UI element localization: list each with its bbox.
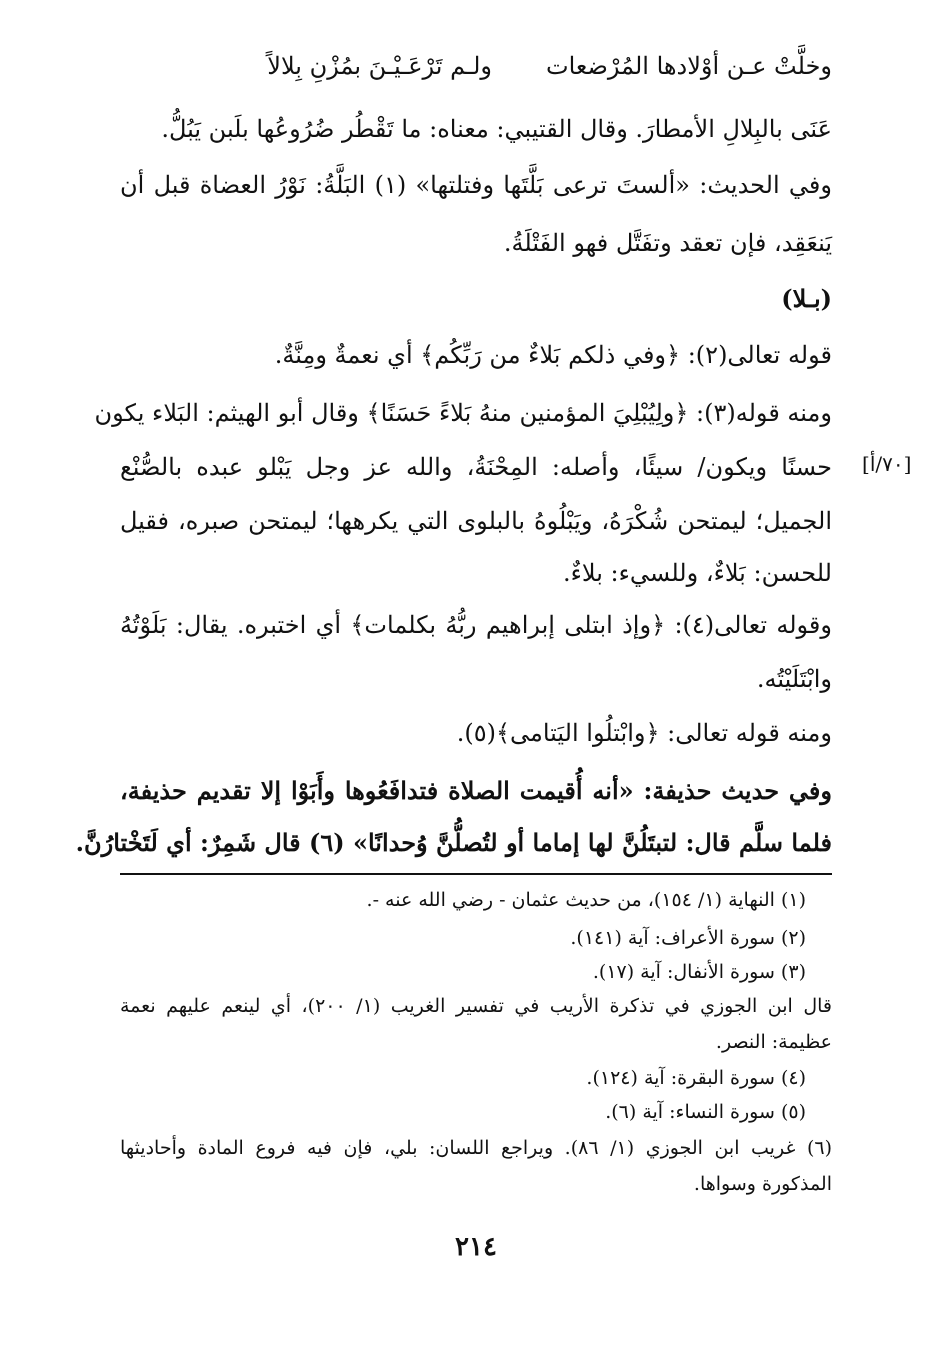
body-line: ومنه قوله تعالى: ﴿وابْتلُوا اليَتامى﴾(٥). [456, 719, 832, 747]
footnote: (٢) سورة الأعراف: آية (١٤١). [570, 927, 806, 949]
body-line: ومنه قوله(٣): ﴿ولِيُبْلِيَ المؤمنين منهُ بَلاءً حَسَنًا﴾ وقال أبو الهيثم: البَلاء يكون [94, 399, 832, 427]
body-line: يَنعَقِد، فإن تعقد وتفَتَّل فهو الفَتْلَةُ. [503, 229, 832, 257]
body-line: وقوله تعالى(٤): ﴿وإذ ابتلى إبراهيم ربُّهُ بكلمات﴾ أي اختبره. يقال: بَلَوْتُهُ [120, 611, 832, 639]
footnote: المذكورة وسواها. [693, 1173, 832, 1195]
footnote: قال ابن الجوزي في تذكرة الأريب في تفسير الغريب (١/ ٢٠٠)، أي لينعم عليهم نعمة [120, 995, 832, 1017]
body-line: عَنَى بالبِلالِ الأمطارَ. وقال القتيبي: معناه: ما تَقْطُر ضُرُوعُها بلَبن يَبُلُّ. [161, 115, 832, 143]
footnote: (٤) سورة البقرة: آية (١٢٤). [586, 1067, 806, 1089]
footnote: عظيمة: النصر. [715, 1031, 832, 1053]
footnote: (٣) سورة الأنفال: آية (١٧). [592, 961, 806, 983]
body-line: فلما سلَّم قال: لتبتَلُنَّ لها إماما أو لتُصلُّنَّ وُحدانًا» (٦) قال شَمِرٌ: أي لَتَخْتارُنَّ. [75, 828, 832, 857]
body-line: وابْتَلَيْتُه. [756, 665, 832, 693]
footnote: (٦) غريب ابن الجوزي (١/ ٨٦). ويراجع اللسان: بلي، فإن فيه فروع المادة وأحاديثها [120, 1137, 832, 1159]
body-line: وفي الحديث: «ألستَ ترعى بَلَّتَها وفتلتها» (١) البَلَّةُ: نَوْرُ العضاة قبل أن [120, 171, 832, 199]
section-heading: (بـلا) [781, 284, 832, 313]
body-line: حسنًا ويكون/ سيئًا، وأصله: المِحْنَةُ، والله عز وجل يَبْلو عبده بالصُّنْع [120, 453, 832, 481]
footnote: (١) النهاية (١/ ١٥٤)، من حديث عثمان - رضي الله عنه -. [366, 889, 806, 911]
page-number: ٢١٤ [455, 1232, 497, 1262]
poem-hemistich-right: وخلَّتْ عـن أوْلادها المُرْضعات [545, 52, 832, 80]
body-line: وفي حديث حذيفة: «أنه أُقيمت الصلاة فتدافَعُوها وأَبَوْا إلا تقديم حذيفة، [120, 776, 832, 805]
body-line: الجميل؛ ليمتحن شُكْرَهُ، ويَبْلُوهُ بالبلوى التي يكرهها؛ ليمتحن صبره، فقيل [120, 507, 832, 535]
footnote-separator [120, 873, 832, 875]
margin-folio-note: [٧٠/أ] [862, 452, 912, 476]
footnote: (٥) سورة النساء: آية (٦). [605, 1101, 806, 1123]
body-line: للحسن: بَلاءٌ، وللسيء: بلاءٌ. [563, 559, 832, 587]
poem-hemistich-left: ولـم تَرْعَـيْـنَ بمُزْنِ بِلالاً [267, 52, 492, 80]
body-line: قوله تعالى(٢): ﴿وفي ذلكم بَلاءٌ من رَبِّكُم﴾ أي نعمةٌ ومِنَّةٌ. [274, 341, 832, 369]
